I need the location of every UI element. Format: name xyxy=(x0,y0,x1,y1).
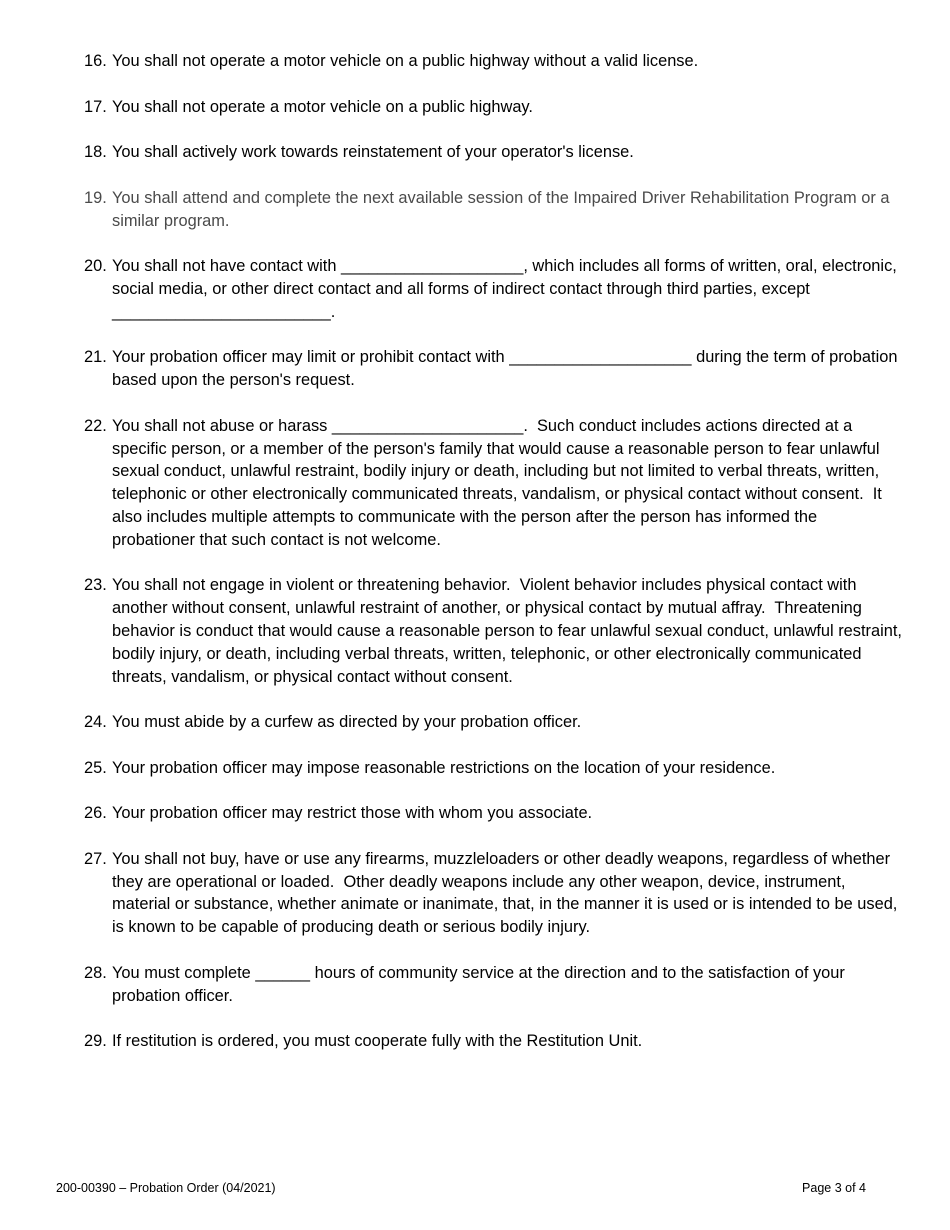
condition-item xyxy=(84,50,904,73)
condition-item xyxy=(84,255,904,323)
condition-text: Your probation officer may impose reasonable restrictions on the location of your residence. xyxy=(112,758,776,777)
condition-text: You must complete ______ hours of community service at the direction and to the satisfaction of your probation officer. xyxy=(112,963,850,1005)
condition-number: 16. xyxy=(84,52,107,70)
condition-text: You shall not buy, have or use any firearms, muzzleloaders or other deadly weapons, regardless of whether they are operational or loaded. Other deadly weapons include any other weapon, device, instrument, material or substance, whether animate or inanimate, that, in the manner it is used or is intended to be used, is known to be capable of producing death or serious bodily injury. xyxy=(112,849,902,937)
condition-number: 22. xyxy=(84,416,107,435)
condition-item xyxy=(84,96,904,119)
condition-item xyxy=(84,141,904,164)
condition-text: You shall not operate a motor vehicle on a public highway. xyxy=(112,97,533,116)
condition-text: You shall actively work towards reinstatement of your operator's license. xyxy=(112,143,634,162)
condition-number: 20. xyxy=(84,257,107,276)
condition-number: 21. xyxy=(84,348,107,367)
condition-number: 17. xyxy=(84,97,107,116)
condition-item xyxy=(84,848,904,939)
condition-number: 29. xyxy=(84,1032,107,1051)
condition-item xyxy=(84,757,904,780)
condition-text: Your probation officer may limit or prohibit contact with ____________________ during the term of probation based upon the person's request. xyxy=(112,348,902,390)
condition-text: You shall not have contact with ____________________, which includes all forms of written, oral, electronic, social media, or other direct contact and all forms of indirect contact through third parties, except ________________________. xyxy=(112,257,902,321)
condition-number: 27. xyxy=(84,849,107,868)
condition-text: You shall not engage in violent or threatening behavior. Violent behavior includes physical contact with another without consent, unlawful restraint of another, or physical contact by mutual affray. Threatening behavior is conduct that would cause a reasonable person to fear unlawful sexual conduct, unlawful restraint, bodily injury, or death, including verbal threats, written, telephonic, or other electronically communicated threats, vandalism, or physical contact without consent. xyxy=(112,576,907,686)
condition-number: 25. xyxy=(84,758,107,777)
condition-text: You shall not abuse or harass _____________________. Such conduct includes actions directed at a specific person, or a member of the person's family that would cause a reasonable person to fear unlawful sexual conduct, unlawful restraint, bodily injury or death, including but not limited to verbal threats, written, telephonic or other electronically communicated threats, vandalism, or physical contact without consent. It also includes multiple attempts to communicate with the person after the person has informed the probationer that such contact is not welcome. xyxy=(112,416,887,549)
condition-item xyxy=(84,1030,904,1053)
footer-page-number: Page 3 of 4 xyxy=(802,1181,866,1195)
footer-form-id: 200-00390 – Probation Order (04/2021) xyxy=(56,1181,276,1195)
condition-item xyxy=(84,415,904,552)
condition-item xyxy=(84,187,904,233)
condition-item xyxy=(84,962,904,1008)
condition-number: 19. xyxy=(84,188,107,207)
condition-text: If restitution is ordered, you must cooperate fully with the Restitution Unit. xyxy=(112,1032,643,1051)
condition-text: You shall not operate a motor vehicle on a public highway without a valid license. xyxy=(112,52,699,70)
condition-number: 26. xyxy=(84,804,107,823)
condition-number: 23. xyxy=(84,576,107,595)
condition-item xyxy=(84,574,907,688)
condition-number: 28. xyxy=(84,963,107,982)
condition-text: Your probation officer may restrict those with whom you associate. xyxy=(112,804,593,823)
condition-number: 18. xyxy=(84,143,107,162)
condition-text: You must abide by a curfew as directed by your probation officer. xyxy=(112,713,582,732)
condition-item xyxy=(84,346,904,392)
condition-item xyxy=(84,802,904,825)
condition-text: You shall attend and complete the next available session of the Impaired Driver Rehabilitation Program or a similar program. xyxy=(112,188,895,230)
conditions-list xyxy=(84,50,907,1076)
condition-number: 24. xyxy=(84,713,107,732)
condition-item xyxy=(84,711,904,734)
